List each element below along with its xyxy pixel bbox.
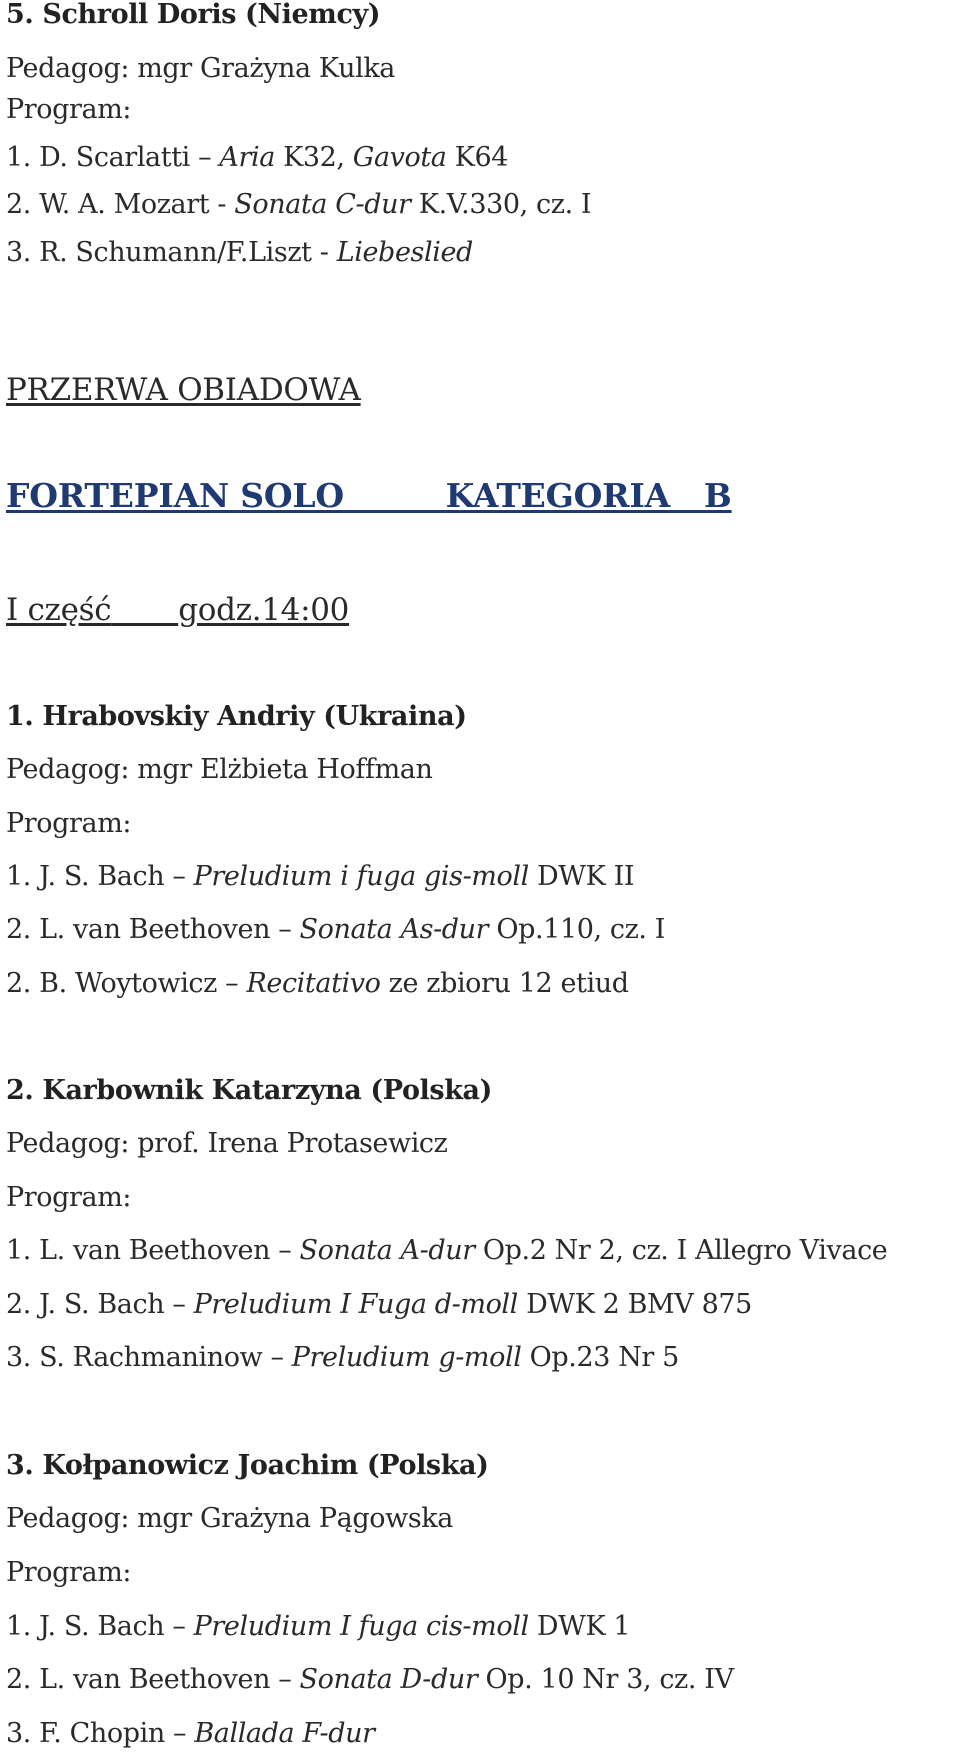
work-title: Aria [219,142,275,173]
program-item: 3. S. Rachmaninow – Preludium g-moll Op.23 Nr 5 [6,1342,679,1373]
program-item: 2. L. van Beethoven – Sonata D-dur Op. 10 Nr 3, cz. IV [6,1664,734,1695]
teacher-line: Pedagog: mgr Grażyna Pągowska [6,1503,453,1534]
category-heading [6,473,732,519]
teacher-line: Pedagog: prof. Irena Protasewicz [6,1128,448,1159]
work-title: Preludium i fuga gis-moll [193,861,529,892]
part-label: I część [6,592,112,628]
work-title: Sonata As-dur [299,914,489,945]
work-title: Recitativo [246,968,381,999]
category-left: FORTEPIAN SOLO [6,476,344,515]
program-label: Program: [6,1182,132,1213]
work-title: Gavota [352,142,447,173]
performer-name: 5. Schroll Doris (Niemcy) [6,0,381,30]
program-item: 2. B. Woytowicz – Recitativo ze zbioru 12 etiud [6,968,629,999]
time-label: godz.14:00 [178,592,350,628]
program-label: Program: [6,1557,132,1588]
program-item: 3. R. Schumann/F.Liszt - Liebeslied [6,237,473,268]
work-title: Liebeslied [336,237,473,268]
program-label: Program: [6,808,132,839]
performer-name: 3. Kołpanowicz Joachim (Polska) [6,1450,489,1481]
lunch-break-heading: PRZERWA OBIADOWA [6,372,361,408]
program-item: 1. J. S. Bach – Preludium i fuga gis-moll DWK II [6,861,635,892]
program-label: Program: [6,94,132,125]
program-item: 2. L. van Beethoven – Sonata As-dur Op.110, cz. I [6,914,666,945]
program-item: 1. J. S. Bach – Preludium I fuga cis-moll DWK 1 [6,1611,631,1642]
program-item: 3. F. Chopin – Ballada F-dur [6,1718,375,1749]
program-item: 1. L. van Beethoven – Sonata A-dur Op.2 Nr 2, cz. I Allegro Vivace [6,1235,888,1266]
work-title: Preludium I Fuga d-moll [193,1289,518,1320]
work-title: Sonata A-dur [299,1235,475,1266]
teacher-line: Pedagog: mgr Grażyna Kulka [6,53,395,84]
work-title: Preludium I fuga cis-moll [193,1611,529,1642]
category-right: KATEGORIA B [445,476,732,515]
program-item: 2. W. A. Mozart - Sonata C-dur K.V.330, cz. I [6,189,592,220]
performer-name: 2. Karbownik Katarzyna (Polska) [6,1075,492,1106]
performer-name: 1. Hrabovskiy Andriy (Ukraina) [6,701,467,732]
work-title: Ballada F-dur [194,1718,375,1749]
program-item: 1. D. Scarlatti – Aria K32, Gavota K64 [6,142,509,173]
work-title: Sonata D-dur [299,1664,478,1695]
work-title: Preludium g-moll [291,1342,522,1373]
teacher-line: Pedagog: mgr Elżbieta Hoffman [6,754,433,785]
part-time-heading [6,588,349,632]
program-item: 2. J. S. Bach – Preludium I Fuga d-moll DWK 2 BMV 875 [6,1289,752,1320]
work-title: Sonata C-dur [234,189,411,220]
